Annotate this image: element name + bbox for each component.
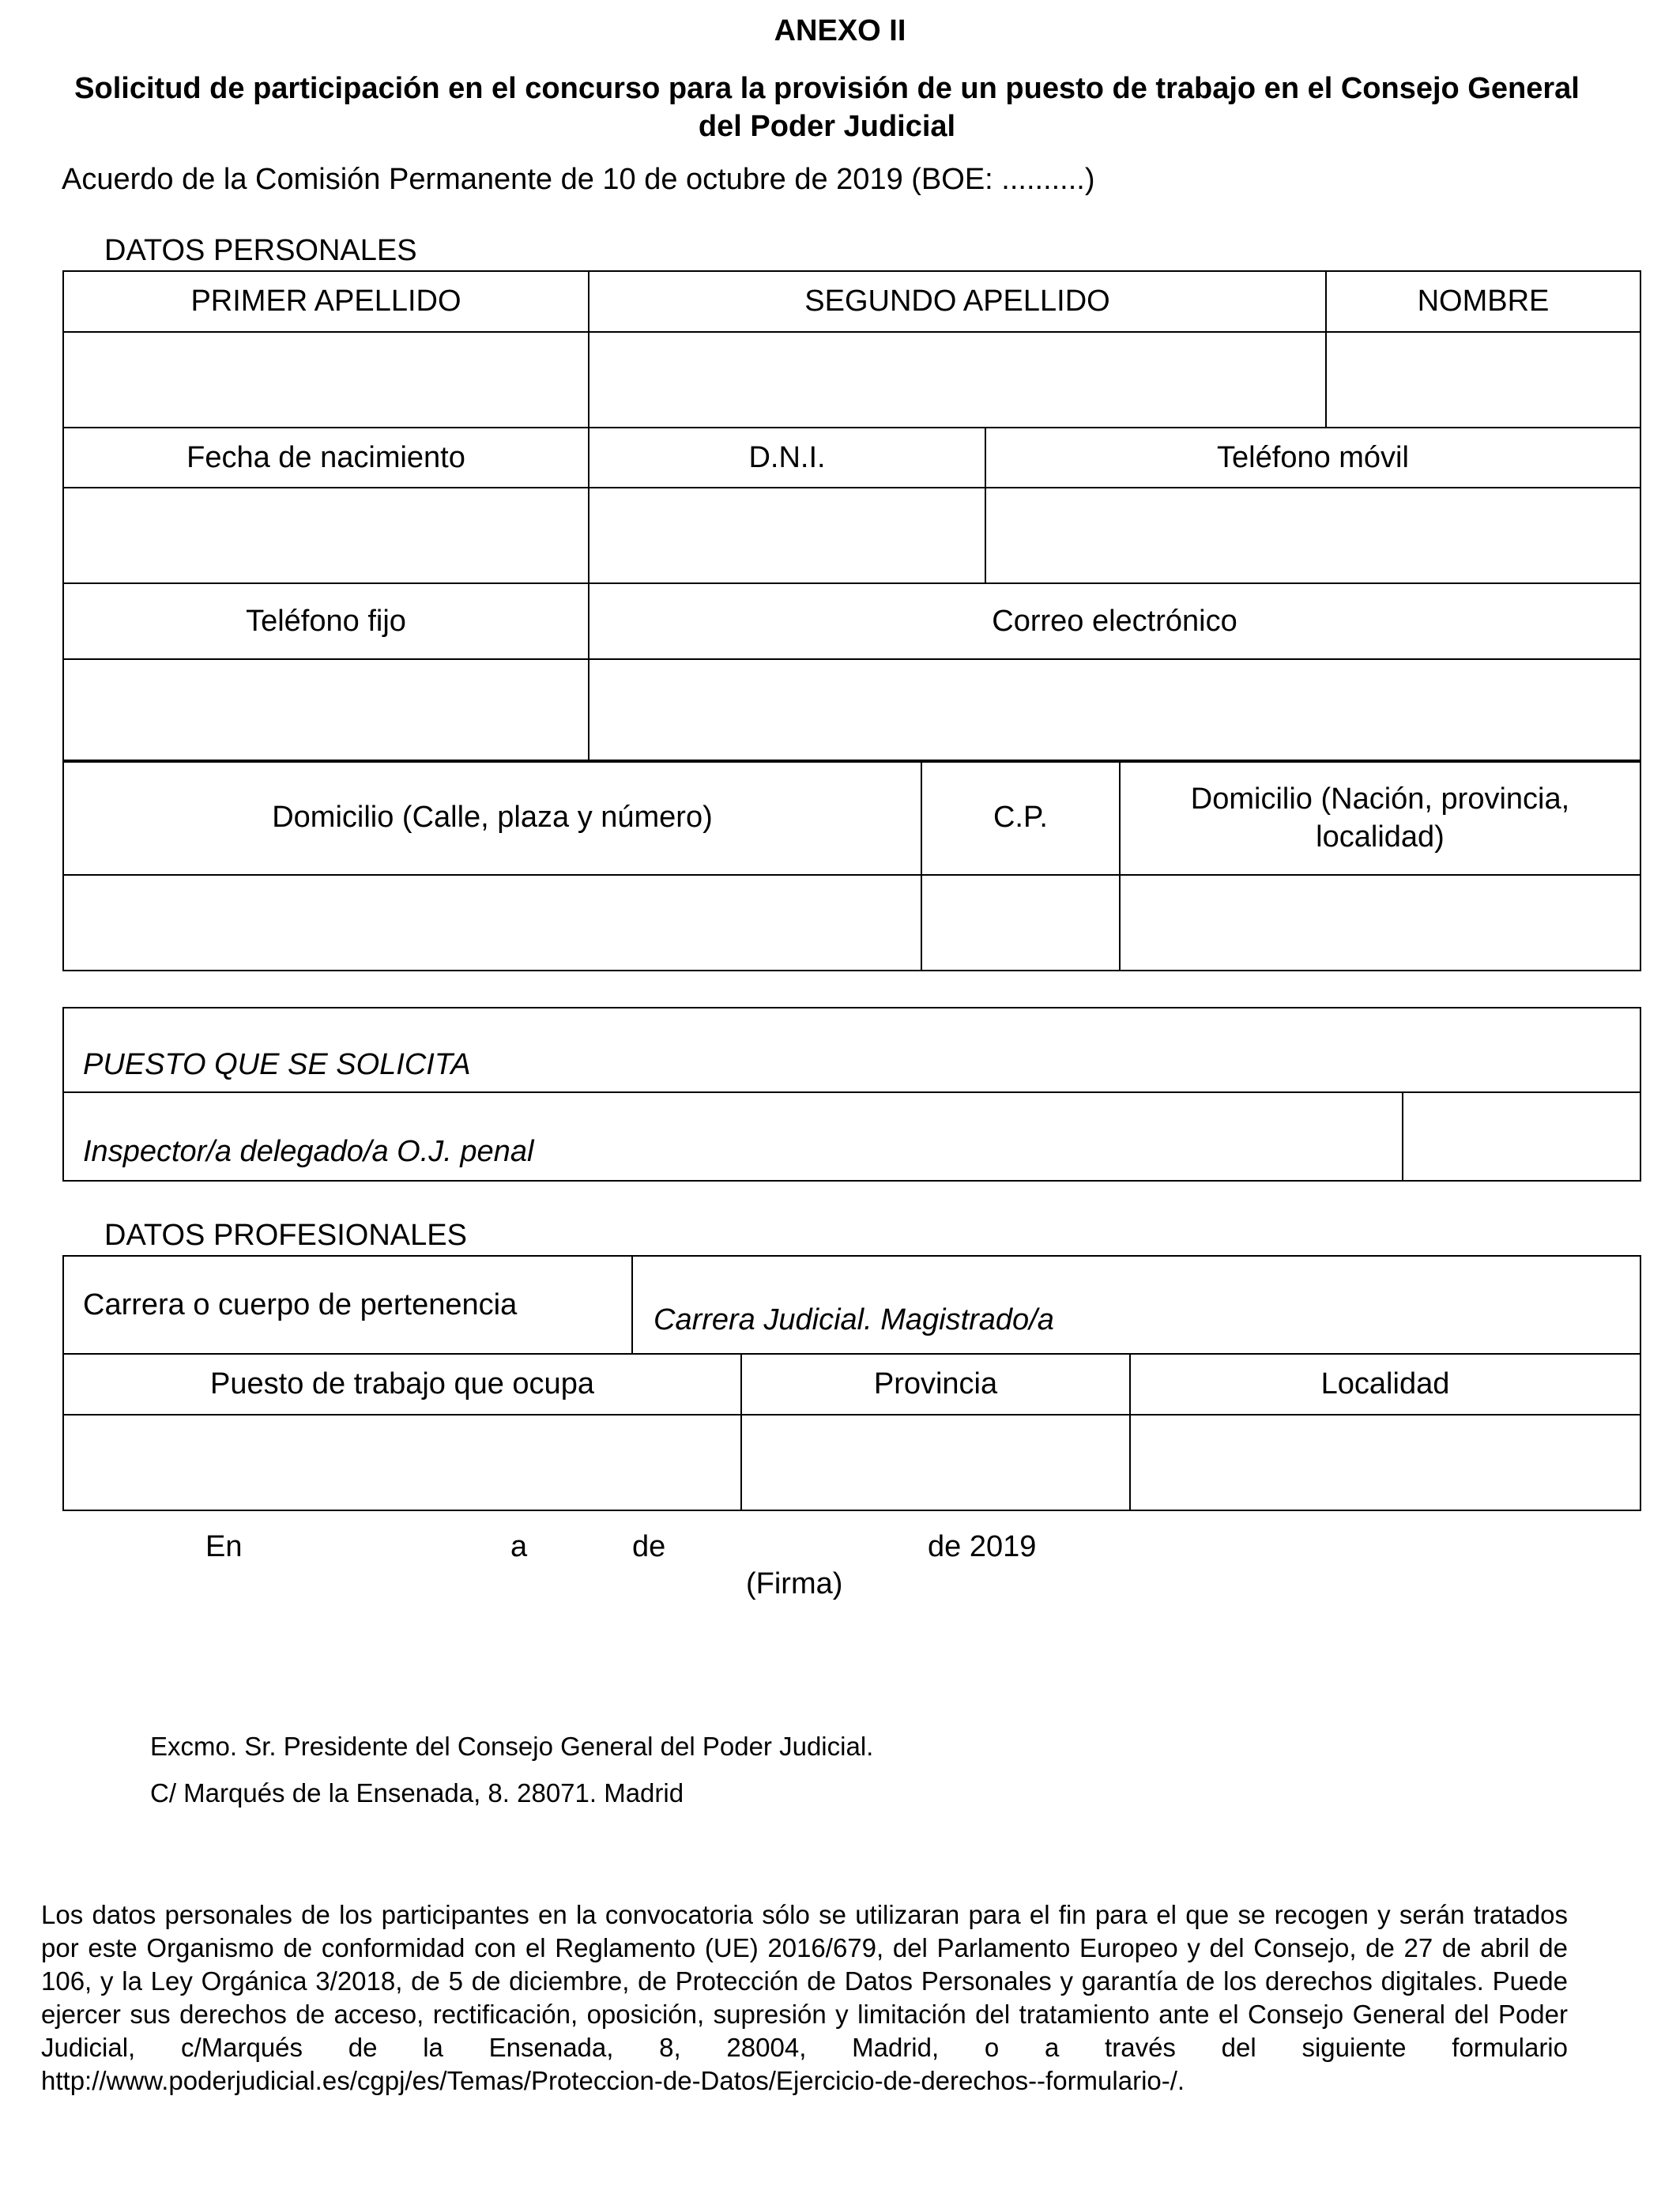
address-region-field[interactable] [1120, 875, 1640, 971]
requested-position-header: PUESTO QUE SE SOLICITA [63, 1008, 1640, 1092]
address-table [62, 760, 1641, 971]
mobile-phone-field[interactable] [985, 488, 1640, 583]
requested-position-table [62, 1007, 1641, 1182]
landline-field[interactable] [63, 659, 589, 762]
form-title: Solicitud de participación en el concurso para la provisión de un puesto de trabajo en el Consejo General del Poder Judicial [74, 72, 1580, 143]
requested-position-checkbox[interactable] [1403, 1092, 1640, 1181]
requested-position-value: Inspector/a delegado/a O.J. penal [63, 1092, 1403, 1181]
professional-data-section-label: DATOS PROFESIONALES [104, 1219, 467, 1252]
birth-date-label: Fecha de nacimiento [63, 428, 589, 488]
locality-label: Localidad [1130, 1354, 1640, 1415]
agreement-reference: Acuerdo de la Comisión Permanente de 10 de octubre de 2019 (BOE: ..........) [62, 163, 1095, 196]
name-field[interactable] [1326, 332, 1640, 428]
annex-title: ANEXO II [774, 14, 906, 47]
first-surname-label: PRIMER APELLIDO [63, 271, 589, 332]
date-en-label: En [205, 1530, 243, 1563]
personal-data-table [62, 270, 1641, 763]
current-post-field[interactable] [63, 1415, 741, 1510]
postal-code-label: C.P. [921, 760, 1120, 875]
dni-label: D.N.I. [589, 428, 985, 488]
privacy-note: Los datos personales de los participantes en la convocatoria sólo se utilizaran para el fin para el que se recogen y serán tratados por este Organismo de conformidad con el Reglamento (UE) 2016/679, del Parlamento Europeo y del Consejo, de 27 de abril de 106, y la Ley Orgánica 3/2018, de 5 de diciembre, de Protección de Datos Personales y garantía de los derechos digitales. Puede ejercer sus derechos de acceso, rectificación, oposición, supresión y limitación del tratamiento ante el Consejo General del Poder Judicial, c/Marqués de la Ensenada, 8, 28004, Madrid, o a través del siguiente formulario http://www.poderjudicial.es/cgpj/es/Temas/Proteccion-de-Datos/Ejercicio-de-derechos--formulario-/. [41, 1900, 1568, 2095]
dni-field[interactable] [589, 488, 985, 583]
first-surname-field[interactable] [63, 332, 589, 428]
birth-date-field[interactable] [63, 488, 589, 583]
signature-label: (Firma) [746, 1567, 843, 1600]
province-field[interactable] [741, 1415, 1130, 1510]
date-a-label: a [510, 1530, 528, 1563]
address-region-label: Domicilio (Nación, provincia, localidad) [1120, 760, 1640, 875]
address-street-field[interactable] [63, 875, 921, 971]
personal-data-section-label: DATOS PERSONALES [104, 234, 417, 267]
address-street-label: Domicilio (Calle, plaza y número) [63, 760, 921, 875]
recipient-line-1: Excmo. Sr. Presidente del Consejo General del Poder Judicial. [150, 1732, 874, 1761]
name-label: NOMBRE [1326, 271, 1640, 332]
province-label: Provincia [741, 1354, 1130, 1415]
professional-data-table [62, 1255, 1641, 1511]
career-value: Carrera Judicial. Magistrado/a [632, 1256, 1640, 1354]
date-de-label: de [632, 1530, 666, 1563]
mobile-phone-label: Teléfono móvil [985, 428, 1640, 488]
locality-field[interactable] [1130, 1415, 1640, 1510]
landline-label: Teléfono fijo [63, 583, 589, 659]
postal-code-field[interactable] [921, 875, 1120, 971]
career-label: Carrera o cuerpo de pertenencia [63, 1256, 632, 1354]
current-post-label: Puesto de trabajo que ocupa [63, 1354, 741, 1415]
email-field[interactable] [589, 659, 1640, 762]
email-label: Correo electrónico [589, 583, 1640, 659]
second-surname-label: SEGUNDO APELLIDO [589, 271, 1326, 332]
date-year-label: de 2019 [928, 1530, 1037, 1563]
second-surname-field[interactable] [589, 332, 1326, 428]
recipient-line-2: C/ Marqués de la Ensenada, 8. 28071. Madrid [150, 1778, 684, 1808]
